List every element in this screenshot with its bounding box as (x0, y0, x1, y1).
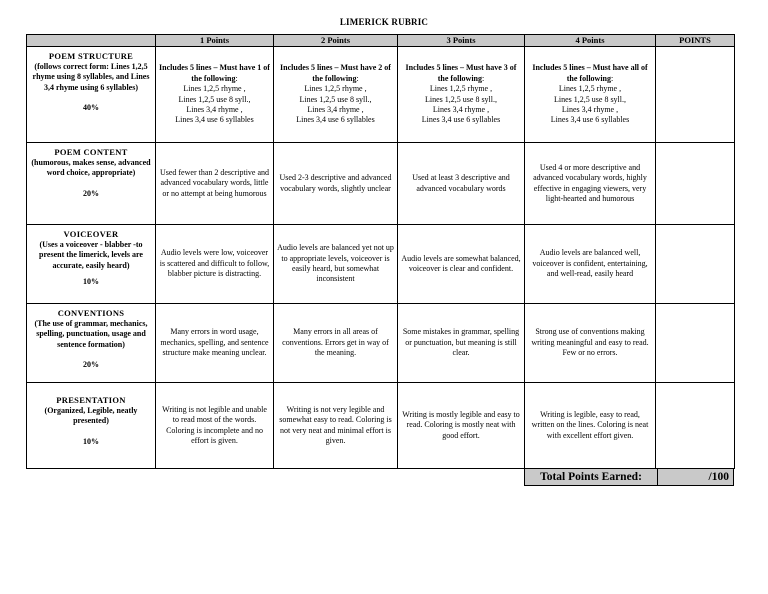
total-points-label: Total Points Earned: (525, 469, 658, 486)
criterion-weight: 20% (83, 360, 99, 370)
header-1-points: 1 Points (156, 35, 274, 47)
score-cell: Many errors in word usage, mechanics, spelling, and sentence structure make meaning unclear. (156, 304, 274, 383)
criterion-description: (follows correct form: Lines 1,2,5 rhyme using 8 syllables, and Lines 3,4 rhyme using 6 syllables) (32, 62, 150, 92)
criterion-description: (humorous, makes sense, advanced word choice, appropriate) (31, 158, 151, 178)
score-cell: Includes 5 lines – Must have 3 of the following: Lines 1,2,5 rhyme , Lines 1,2,5 use 8 syll., Lines 3,4 rhyme , Lines 3,4 use 6 syllables (398, 47, 525, 143)
score-cell: Includes 5 lines – Must have 1 of the following: Lines 1,2,5 rhyme , Lines 1,2,5 use 8 syll., Lines 3,4 rhyme , Lines 3,4 use 6 syllables (156, 47, 274, 143)
score-cell: Many errors in all areas of conventions. Errors get in way of the meaning. (274, 304, 398, 383)
score-cell: Writing is mostly legible and easy to read. Coloring is mostly neat with good effort. (398, 383, 525, 469)
criterion-cell (27, 304, 156, 383)
points-input-cell[interactable] (656, 47, 735, 143)
score-cell: Used fewer than 2 descriptive and advanced vocabulary words, little or no attempt at being humorous (156, 143, 274, 225)
header-row (27, 35, 735, 47)
score-cell: Audio levels are somewhat balanced, voiceover is clear and confident. (398, 225, 525, 304)
criterion-name: POEM CONTENT (54, 147, 128, 158)
criterion-name: POEM STRUCTURE (48, 51, 134, 62)
criterion-weight: 10% (83, 436, 99, 446)
criterion-name: VOICEOVER (63, 229, 119, 240)
points-input-cell[interactable] (656, 143, 735, 225)
document-title: LIMERICK RUBRIC (339, 17, 429, 27)
criterion-cell (27, 47, 156, 143)
score-cell: Some mistakes in grammar, spelling or punctuation, but meaning is still clear. (398, 304, 525, 383)
criterion-name: CONVENTIONS (57, 308, 125, 319)
total-points-value[interactable]: /100 (658, 469, 734, 486)
points-input-cell[interactable] (656, 225, 735, 304)
score-cell: Writing is not legible and unable to read most of the words. Coloring is incomplete and no effort is given. (156, 383, 274, 469)
criterion-weight: 10% (83, 277, 99, 287)
score-cell: Writing is not very legible and somewhat easy to read. Coloring is not very neat and minimal effort is given. (274, 383, 398, 469)
score-cell: Audio levels are balanced yet not up to appropriate levels, voiceover is easily heard, but somewhat inconsistent (274, 225, 398, 304)
total-row (525, 469, 734, 486)
rubric-row-presentation (27, 383, 735, 469)
score-cell: Used 2-3 descriptive and advanced vocabulary words, slightly unclear (274, 143, 398, 225)
header-4-points: 4 Points (525, 35, 656, 47)
rubric-row-conventions (27, 304, 735, 383)
criterion-description: (Organized, Legible, neatly presented) (44, 406, 138, 426)
score-cell: Strong use of conventions making writing meaningful and easy to read. Few or no errors. (525, 304, 656, 383)
criterion-name: PRESENTATION (56, 395, 126, 406)
criterion-cell (27, 225, 156, 304)
rubric-row-voiceover (27, 225, 735, 304)
score-cell: Writing is legible, easy to read, written on the lines. Coloring is neat with excellent effort given. (525, 383, 656, 469)
score-cell: Includes 5 lines – Must have 2 of the following: Lines 1,2,5 rhyme , Lines 1,2,5 use 8 syll., Lines 3,4 rhyme , Lines 3,4 use 6 syllables (274, 47, 398, 143)
rubric-row-poem-content (27, 143, 735, 225)
criterion-weight: 20% (83, 188, 99, 198)
criterion-weight: 40% (83, 103, 99, 113)
criterion-cell (27, 143, 156, 225)
score-cell: Audio levels were low, voiceover is scattered and difficult to follow, blabber picture is distracting. (156, 225, 274, 304)
criterion-description: (Uses a voiceover - blabber -to present the limerick, levels are accurate, easily heard) (39, 240, 143, 270)
points-input-cell[interactable] (656, 383, 735, 469)
score-cell: Used 4 or more descriptive and advanced vocabulary words, highly effective in engaging viewers, very light-hearted and humorous (525, 143, 656, 225)
criterion-description: (The use of grammar, mechanics, spelling, punctuation, usage and sentence formation) (34, 319, 148, 349)
criterion-cell (27, 383, 156, 469)
header-criteria (27, 35, 156, 47)
total-points-table (524, 468, 734, 486)
score-cell: Includes 5 lines – Must have all of the following: Lines 1,2,5 rhyme , Lines 1,2,5 use 8 syll., Lines 3,4 rhyme , Lines 3,4 use 6 syllables (525, 47, 656, 143)
score-cell: Audio levels are balanced well, voiceover is confident, entertaining, and well-read, easily heard (525, 225, 656, 304)
score-cell: Used at least 3 descriptive and advanced vocabulary words (398, 143, 525, 225)
points-input-cell[interactable] (656, 304, 735, 383)
rubric-row-poem-structure (27, 47, 735, 143)
rubric-table (26, 34, 735, 469)
header-2-points: 2 Points (274, 35, 398, 47)
header-points: POINTS (656, 35, 735, 47)
header-3-points: 3 Points (398, 35, 525, 47)
